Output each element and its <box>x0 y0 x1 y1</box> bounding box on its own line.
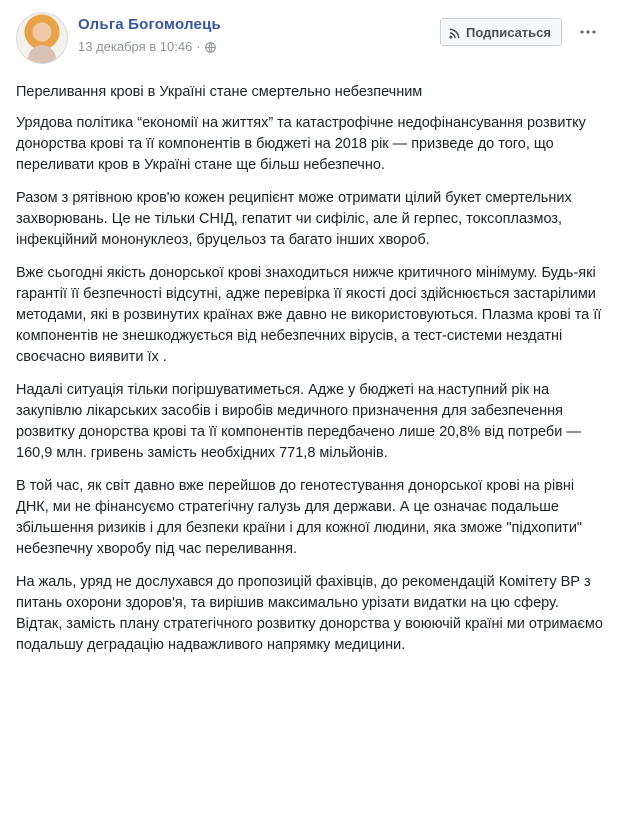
author-avatar[interactable] <box>16 12 68 64</box>
more-horizontal-icon[interactable] <box>576 20 600 44</box>
author-name[interactable]: Ольга Богомолець <box>78 16 221 33</box>
post-paragraph: На жаль, уряд не дослухався до пропозицій фахівців, до рекомендацій Комітету ВР з питань охорони здоров'я, та вирішив максимально урізати видатки на цю сферу. Відтак, замість плану стратегічного розвитку донорства у воюючій країні ми отримаємо подальшу деградацію надважливого напрямку медицини. <box>16 574 603 653</box>
meta-separator: · <box>196 39 201 54</box>
post-paragraph: Надалі ситуація тільки погіршуватиметься. Адже у бюджеті на наступний рік на закупівлю лікарських засобів і виробів медичного призначення для забезпечення розвитку донорства крові та її компонентів передбачено лише 20,8% від потреби — 160,9 млн. гривень замість необхідних 771,8 мільйонів. <box>16 382 581 461</box>
subscribe-label: Подписаться <box>465 24 551 40</box>
globe-icon[interactable] <box>205 41 216 52</box>
post-paragraph: Разом з рятівною кров'ю кожен реципієнт може отримати цілий букет смертельних захворювань. Це не тільки СНІД, гепатит чи сифіліс, але й герпес, токсоплазмоз, інфекційний мононуклеоз, бруцельоз та багато інших хвороб. <box>16 190 572 248</box>
post-paragraph: Урядова політика “економії на життях” та катастрофічне недофінансування розвитку донорства крові та її компонентів в бюджеті на 2018 рік — призведе до того, що переливати кров в Україні стане ще більш небезпечно. <box>16 115 586 173</box>
post-paragraph: Вже сьогодні якість донорської крові знаходиться нижче критичного мінімуму. Будь-які гарантії її безпечності відсутні, адже перевірка її якості досі здійснюється застарілими методами, які в розвинутих країнах вже давно не використовуються. Плазма крові та її компонентів не знешкоджується від небезпечних вірусів, а тест-системи нездатні своєчасно виявити їх . <box>16 265 602 365</box>
rss-icon <box>449 27 460 38</box>
post-timestamp[interactable]: 13 декабря в 10:46 <box>78 39 193 54</box>
post-paragraph: В той час, як світ давно вже перейшов до генотестування донорської крові на рівні ДНК, ми не фінансуємо стратегічну галузь для держави. А це означає подальше збільшення ризиків і для безпеки країни і для кожної людини, яка зможе "підхопити" небезпечну хворобу під час переливання. <box>16 478 583 557</box>
avatar-figure <box>28 45 56 64</box>
post-headline: Переливання крові в Україні стане смертельно небезпечним <box>16 84 423 100</box>
post-body <box>16 82 604 656</box>
post-meta <box>78 39 216 54</box>
post-header <box>16 12 604 68</box>
subscribe-button[interactable] <box>440 18 562 46</box>
